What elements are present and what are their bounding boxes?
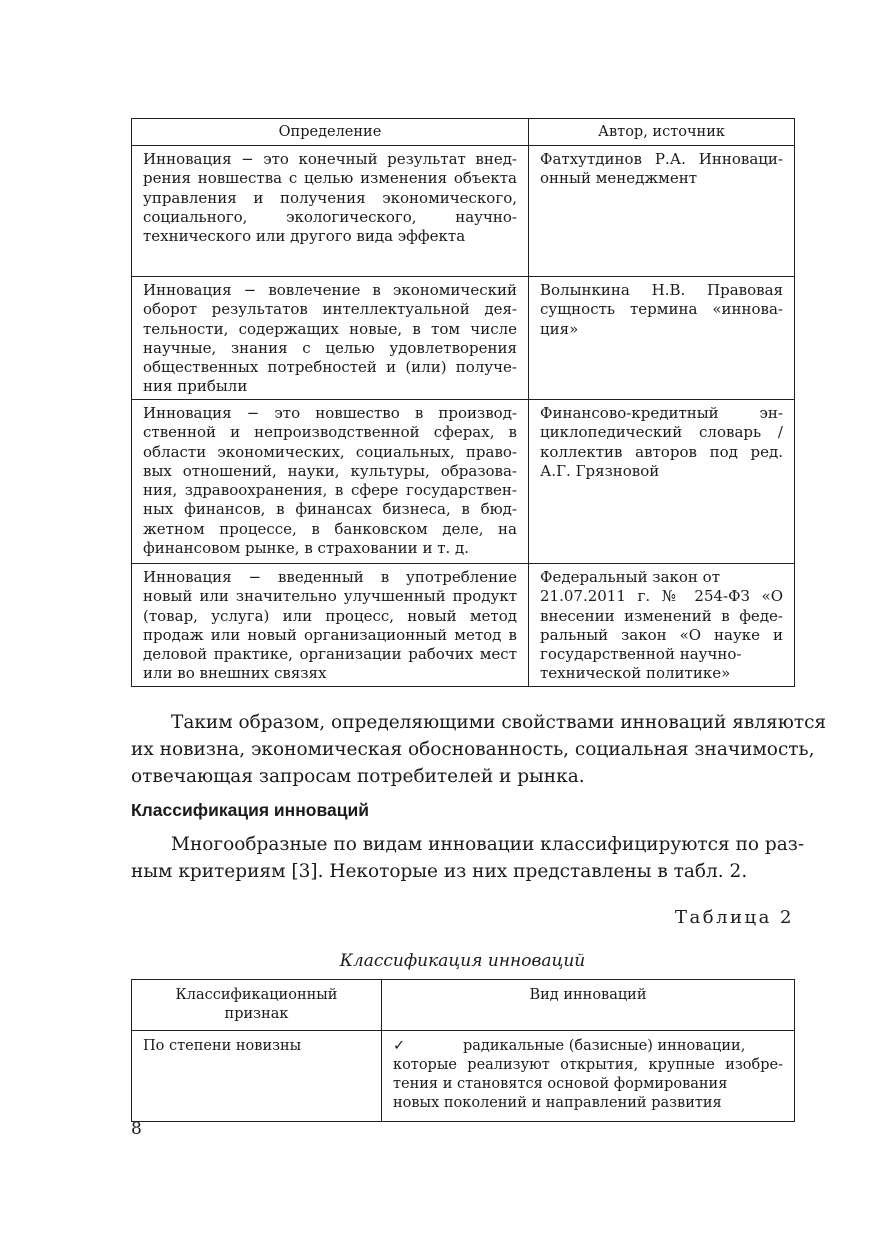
table-header-row (132, 119, 795, 146)
source-cell (529, 564, 795, 687)
text-line: Федеральный закон от (540, 568, 721, 586)
check-mark-icon: ✓ (393, 1038, 406, 1054)
criterion-cell: По степени новизны (132, 1031, 382, 1122)
table-row (132, 400, 795, 564)
header-line: Классификационный (175, 987, 338, 1003)
source-cell (529, 146, 795, 277)
type-cell (382, 1031, 795, 1122)
text-line: новый или значительно улучшенный продукт (143, 587, 517, 606)
table-row (132, 1031, 795, 1122)
text-line: области экономических, социальных, право- (143, 442, 517, 461)
table-label: Таблица 2 (675, 907, 794, 928)
text-line: коллектив авторов под ред. (540, 442, 783, 461)
text-line (393, 1037, 783, 1056)
text-line: тения и становятся основой формирования (393, 1076, 728, 1092)
text-line: которые реализуют открытия, крупные изобре- (393, 1057, 783, 1073)
text-line: внесении изменений в феде- (540, 606, 783, 625)
text-line: Финансово-кредитный эн- (540, 404, 783, 422)
text-line: Инновация − это новшество в производ- (143, 404, 517, 422)
text-line: отвечающая запросам потребителей и рынка. (131, 766, 585, 787)
text-line: ния, здравоохранения, в сфере государствен- (143, 481, 517, 500)
text-line: управления и получения экономического, (143, 188, 517, 207)
source-cell (529, 277, 795, 400)
text-line: деловой практике, организации рабочих мест (143, 645, 517, 664)
table-row (132, 277, 795, 400)
text-line: технической политике» (540, 664, 731, 683)
text-line: вых отношений, науки, культуры, образова- (143, 461, 517, 480)
text-line: ных финансов, в финансах бизнеса, в бюд- (143, 500, 517, 519)
text-line: ральный закон «О науке и (540, 625, 783, 644)
text-line: онный менеджмент (540, 169, 698, 188)
definition-cell (132, 400, 529, 564)
page-content (131, 118, 827, 1122)
text-line: Инновация − это конечный результат внед- (143, 150, 517, 168)
text-line: 21.07.2011 г. № 254-ФЗ «О (540, 587, 783, 606)
text-line: технического или другого вида эффекта (143, 227, 466, 246)
definition-cell (132, 564, 529, 687)
text-line: жетном процессе, в банковском деле, на (143, 519, 517, 538)
text-line: Инновация − введенный в употребление (143, 568, 517, 586)
classification-table (131, 979, 795, 1122)
text-line: ственной и непроизводственной сферах, в (143, 423, 517, 442)
text-line: финансовом рынке, в страховании и т. д. (143, 539, 470, 558)
intro-paragraph (131, 831, 805, 885)
table-row (132, 146, 795, 277)
text-line: тельности, содержащих новые, в том числе (143, 319, 517, 338)
column-header-type: Вид инноваций (382, 980, 795, 1031)
header-line: признак (224, 1006, 289, 1022)
text-line: Многообразные по видам инновации классифицируются по раз- (171, 834, 805, 855)
table-row (132, 564, 795, 687)
text-line: научные, знания с целью удовлетворения (143, 338, 517, 357)
source-cell (529, 400, 795, 564)
text-line: социального, экологического, научно- (143, 207, 517, 226)
text-line: рения новшества с целью изменения объекта (143, 169, 517, 188)
section-heading: Классификация инноваций (131, 800, 370, 820)
text-line: Инновация − вовлечение в экономический (143, 281, 517, 299)
table-header-row (132, 980, 795, 1031)
text-line: сущность термина «иннова- (540, 300, 783, 319)
text-line: Волынкина Н.В. Правовая (540, 281, 783, 299)
text-line: новых поколений и направлений развития (393, 1095, 722, 1111)
definitions-table (131, 118, 795, 687)
text-line: циклопедический словарь / (540, 423, 783, 442)
column-header-definition: Определение (132, 119, 529, 146)
text-line: государственной научно- (540, 645, 742, 664)
column-header-criterion (132, 980, 382, 1031)
text-fragment: радикальные (базисные) инновации, (463, 1038, 746, 1054)
text-line: Таким образом, определяющими свойствами инноваций являются (171, 712, 827, 733)
definition-cell (132, 146, 529, 277)
text-line: ция» (540, 319, 579, 338)
text-line: Фатхутдинов Р.А. Инноваци- (540, 150, 783, 168)
text-line: А.Г. Грязновой (540, 461, 660, 480)
text-line: ния прибыли (143, 377, 248, 396)
text-line: продаж или новый организационный метод в (143, 625, 517, 644)
text-line: оборот результатов интеллектуальной дея- (143, 300, 517, 319)
text-line: их новизна, экономическая обоснованность, социальная значимость, (131, 739, 815, 760)
page-number: 8 (131, 1119, 142, 1139)
definition-cell (132, 277, 529, 400)
text-line: или во внешних связях (143, 664, 327, 683)
summary-paragraph (131, 709, 827, 790)
text-line: (товар, услуга) или процесс, новый метод (143, 606, 517, 625)
text-line: ным критериям [3]. Некоторые из них представлены в табл. 2. (131, 861, 748, 882)
table-title: Классификация инноваций (339, 951, 586, 971)
column-header-source: Автор, источник (529, 119, 795, 146)
text-line: общественных потребностей и (или) получе- (143, 358, 517, 377)
